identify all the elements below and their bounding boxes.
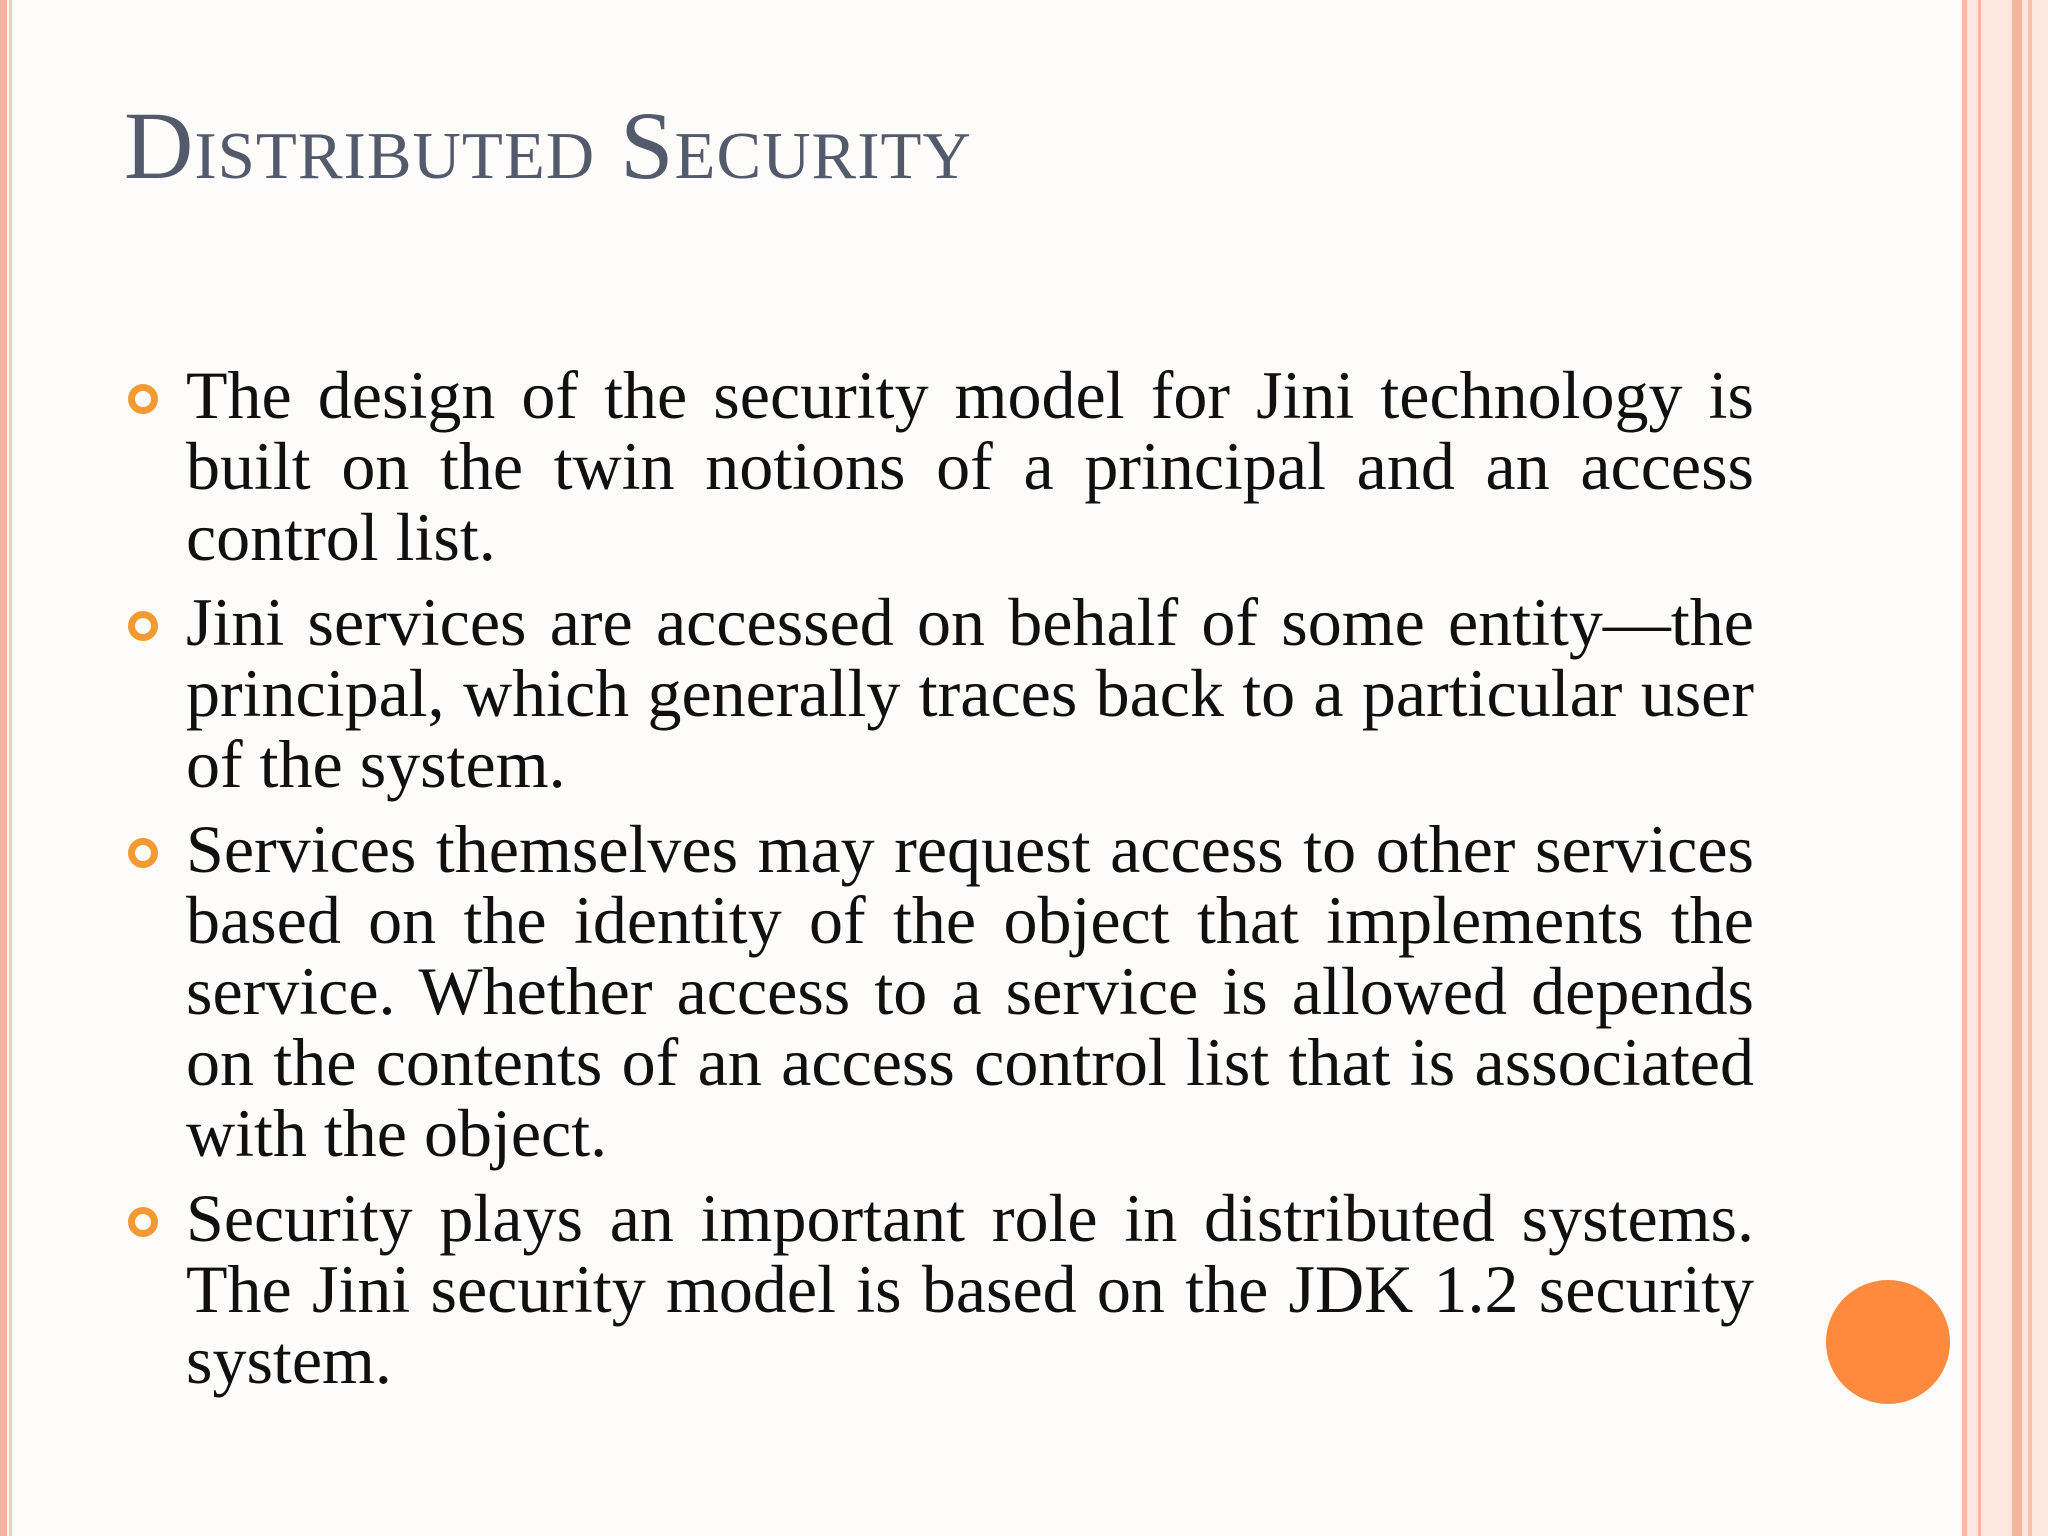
right-border-stripe-3 <box>2012 0 2022 1536</box>
bullet-item <box>124 584 1754 802</box>
bullet-text: Security plays an important role in distributed systems. The Jini security model is based on the JDK 1.2 security system. <box>186 1180 1754 1398</box>
hollow-circle-bullet-icon <box>128 384 158 414</box>
right-border-stripe-1 <box>1962 0 1967 1536</box>
hollow-circle-bullet-icon <box>128 611 158 641</box>
bullet-text: Services themselves may request access to other services based on the identity of the object that implements the service. Whether access to a service is allowed depends on the contents of an access control list that is associated with the object. <box>186 811 1754 1171</box>
right-border-stripe-2 <box>1978 0 1981 1536</box>
left-border-stripe-inner <box>9 0 12 1536</box>
bullet-item <box>124 811 1754 1171</box>
bullet-item <box>124 1180 1754 1398</box>
left-border-stripe <box>0 0 7 1536</box>
bullet-text: The design of the security model for Jini technology is built on the twin notions of a principal and an access control list. <box>186 357 1754 575</box>
bullet-text: Jini services are accessed on behalf of some entity—the principal, which generally traces back to a particular user of the system. <box>186 584 1754 802</box>
right-border-stripe-4 <box>2028 0 2032 1536</box>
orange-circle-icon <box>1826 1280 1950 1404</box>
hollow-circle-bullet-icon <box>128 1207 158 1237</box>
slide-title: Distributed Security <box>124 92 972 199</box>
bullet-item <box>124 357 1754 575</box>
hollow-circle-bullet-icon <box>128 838 158 868</box>
bullet-list <box>124 357 1754 1410</box>
